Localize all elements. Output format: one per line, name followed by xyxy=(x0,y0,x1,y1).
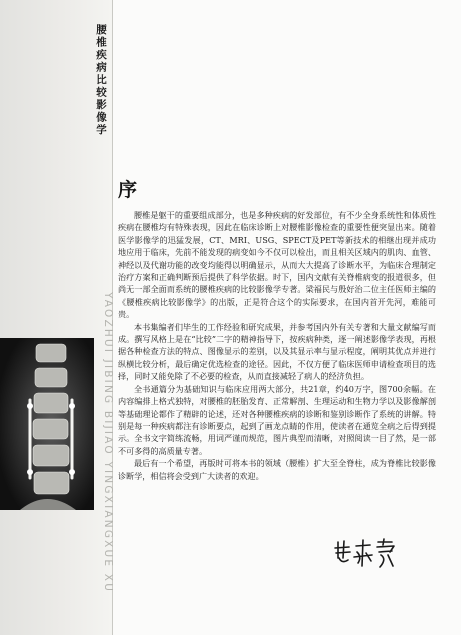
preface-paragraph-2: 本书集编者们毕生的工作经验和研究成果，并参考国内外有关专著和大量文献编写而成。撰写风格上是在“比较”二字的精神指导下，按疾病种类，逐一阐述影像学表现，再根据各种检查方法的特点、图像显示的差别，以及其显示率与显示程度，阐明其优点并进行纵横比较分析，最后确定优选检查的途径。因此，不仅方便了临床医师申请检查项目的选择，同时又能免除了不必要的检查，从而直接减轻了病人的经济负担。 xyxy=(118,321,436,382)
book-title-pinyin: YAOZHUI JIBING BIJIAO YINGXIANGXUE XU xyxy=(102,292,114,594)
preface-heading: 序 xyxy=(118,179,138,201)
book-title: 腰椎疾病比较影像学 xyxy=(95,24,107,137)
preface-paragraph-1: 腰椎是躯干的重要组成部分，也是多种疾病的好发部位，有不少全身系统性和体质性疾病在腰椎均有特殊表现，因此在临床诊断上对腰椎影像检查的重要性便突显出来。随着医学影像学的迅猛发展，CT、MRI、USG、SPECT及PET等新技术的相继出现并成功地应用于临床，先前不能发现的病变如今不仅可以检出，而且相关区域内的肌肉、血管、神经以及代谢功能的改变均能得以明确显示，从而大大提高了诊断水平，为临床合理制定治疗方案和正确判断预后提供了科学依据。时下，国内文献有关脊椎病变的报道很多，但尚无一部全面而系统的腰椎疾病的比较影像学专著。梁福民与殷好治二位主任医师主编的《腰椎疾病比较影像学》的出版，正是符合这个的实际要求，在国内首开先河，难能可贵。 xyxy=(118,210,436,320)
preface-paragraph-4: 最后有一个希望，再版时可将本书的领域（腰椎）扩大至全脊柱，成为脊椎比较影像诊断学，相信将会受到广大读者的欢迎。 xyxy=(118,458,436,481)
handwritten-signature xyxy=(332,538,398,570)
spine-xray-image xyxy=(0,338,94,510)
preface-body xyxy=(118,209,436,482)
preface-paragraph-3: 全书通篇分为基础知识与临床应用两大部分，共21章，约40万字，图700余幅。在内容编排上格式独特，对腰椎的胚胎发育、正常解剖、生理运动和生物力学以及影像解剖等基础理论都作了精辟的论述，还对各种腰椎疾病的诊断和鉴别诊断作了系统的讲解。特别是每一种疾病都注有诊断要点，起到了画龙点睛的作用，使读者在通览全病之后得到提示。全书文字简练流畅，用词严谨而规范，图片典型而清晰，对照阅读一目了然，是一部不可多得的高质量专著。 xyxy=(118,383,436,456)
